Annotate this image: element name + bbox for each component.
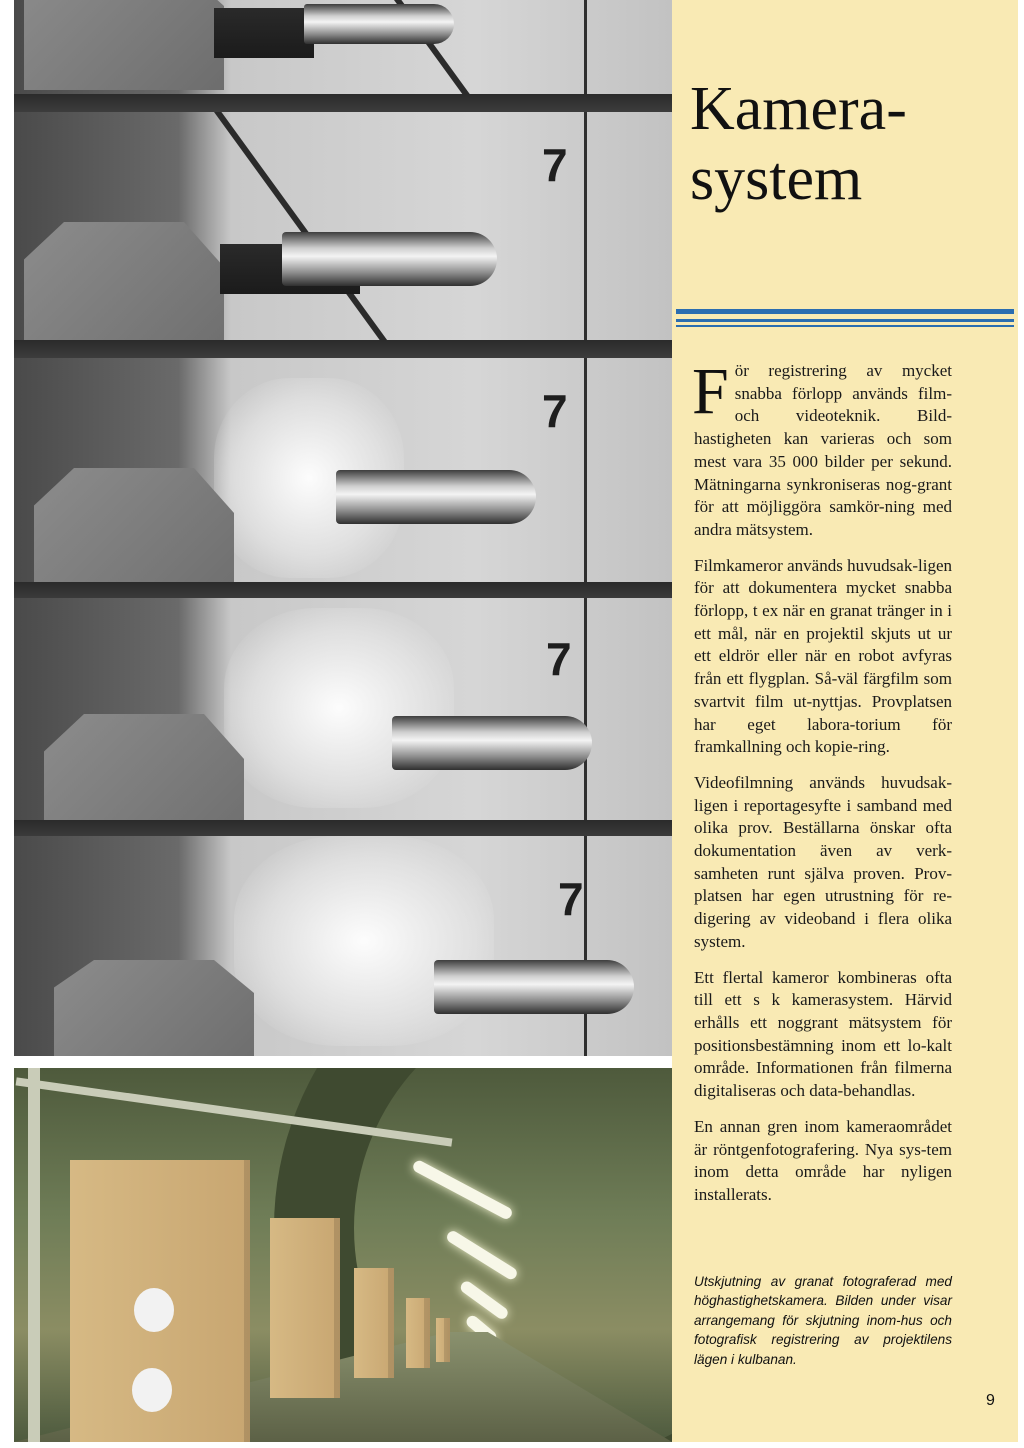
projectile: [392, 716, 592, 770]
title-line-1: Kamera-: [690, 75, 907, 143]
paragraph: En annan gren inom kameraområdet är röntgenfotografering. Nya sys-tem inom detta område har nyligen installerats.: [694, 1116, 952, 1204]
article-body: [692, 355, 952, 1220]
photo-frame-1: [14, 0, 672, 112]
frame-number: 7: [546, 633, 572, 685]
paragraph: För registrering av mycket snabba förlopp används film- och videoteknik. Bild-hastigheten kan varieras och som mest vara 35 000 bilder per sekund. Mätningarna synkroniseras nog-grant för att möjliggöra samkör-ning med andra mätsystem.: [692, 355, 952, 539]
marker-line: [584, 358, 587, 598]
gun-mount: [24, 0, 224, 90]
drop-cap: F: [692, 355, 729, 428]
paragraph: Filmkameror används huvudsak-ligen för att dokumentera mycket snabba förlopp, t ex när en granat tränger in i ett mål, när en projektil skjuts ut ur ett eldrör eller när en robot avfyras från ett flygplan. Så-väl färgfilm som svartvit film ut-nyttjas. Provplatsen har eget labora-torium för framkallning och kopie-ring.: [694, 555, 952, 757]
target-board: [270, 1218, 340, 1398]
divider-rule: [676, 319, 1014, 322]
divider-rule: [676, 309, 1014, 314]
gun-mount: [34, 468, 234, 598]
projectile: [282, 232, 497, 286]
frame-divider: [14, 94, 672, 112]
gun-mount: [44, 714, 244, 836]
photo-frame-2: [14, 112, 672, 358]
paragraph: Videofilmning används huvudsak-ligen i reportagesyfte i samband med olika prov. Beställarna önskar ofta dokumentation även av verk-samheten runt själva proven. Prov-platsen har egen utrustning för re-digering av videoband i flera olika system.: [694, 772, 952, 951]
frame-divider: [14, 582, 672, 598]
muzzle-smoke: [224, 608, 454, 808]
projectile: [336, 470, 536, 524]
indoor-firing-range-photo: [14, 1068, 672, 1442]
gun-barrel: [214, 8, 314, 58]
page-number: 9: [986, 1392, 995, 1409]
target-board: [406, 1298, 430, 1368]
frame-number: 7: [542, 385, 568, 437]
marker-line: [584, 112, 587, 358]
photo-frame-5: [14, 836, 672, 1056]
frame-number: 7: [558, 873, 584, 925]
frame-number: 7: [542, 139, 568, 191]
target-hole: [134, 1288, 174, 1332]
projectile: [304, 4, 454, 44]
frame-divider: [14, 820, 672, 836]
target-hole: [132, 1368, 172, 1412]
gun-mount: [24, 222, 224, 358]
paragraph: Ett flertal kameror kombineras ofta till ett s k kamerasystem. Härvid erhålls ett noggrant mätsystem för positionsbestämning inom ett lo-kalt område. Informationen från filmerna digitaliseras och data-behandlas.: [694, 967, 952, 1101]
photo-caption: Utskjutning av granat fotograferad med höghastighetskamera. Bilden under visar arrangemang för skjutning inom-hus och fotografisk registrering av projektilens lägen i kulbanan.: [694, 1274, 952, 1367]
projectile: [434, 960, 634, 1014]
target-board: [354, 1268, 394, 1378]
scaffold-pole: [28, 1068, 40, 1442]
high-speed-photo-sequence: [14, 0, 672, 1056]
divider-rule: [676, 325, 1014, 327]
gun-mount: [54, 960, 254, 1056]
marker-line: [584, 836, 587, 1056]
marker-line: [584, 598, 587, 836]
title-line-2: system: [690, 145, 863, 213]
muzzle-smoke: [234, 836, 494, 1046]
article-title: [690, 74, 907, 214]
photo-frame-4: [14, 598, 672, 836]
target-board: [436, 1318, 450, 1362]
photo-frame-3: [14, 358, 672, 598]
frame-divider: [14, 340, 672, 358]
